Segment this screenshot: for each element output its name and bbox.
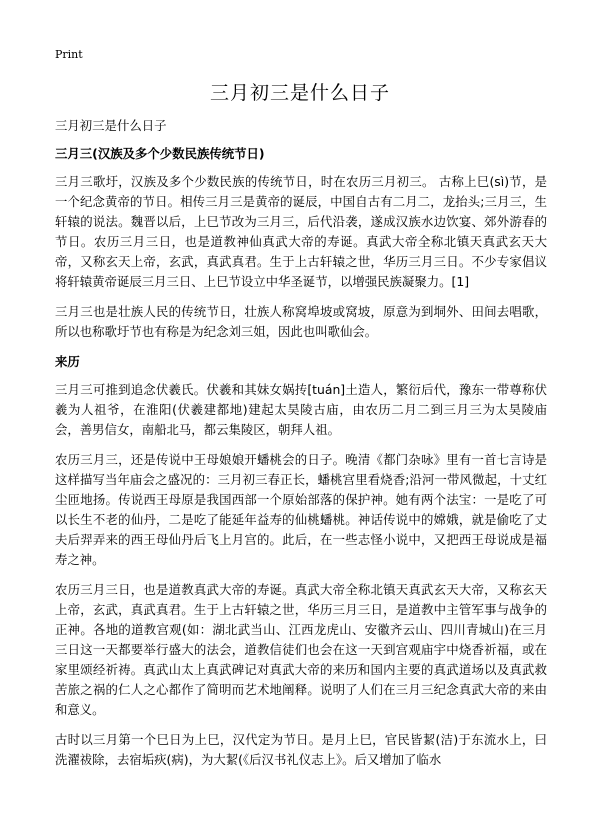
section-heading-sanyuesan: 三月三(汉族及多个少数民族传统节日) [55,146,265,161]
paragraph-wangmu: 农历三月三，还是传说中王母娘娘开蟠桃会的日子。晚清《都门杂咏》里有一首七言诗是这样描写当年庙会之盛况的：三月初三春正长，蟠桃宫里看烧香;沿河一带风微起，十丈红尘匝地扬。传说西王母原是我国西部一个原始部落的保护神。她有两个法宝：一是吃了可以长生不老的仙丹，二是吃了能延年益寿的仙桃蟠桃。神话传说中的嫦娥，就是偷吃了丈夫后羿弄来的西王母仙丹后飞上月宫的。此后，在一些志怪小说中，又把西王母说成是福寿之神。 [55,452,547,567]
article-body [55,116,547,780]
paragraph-intro: 三月三歌圩，汉族及多个少数民族的传统节日，时在农历三月初三。 古称上巳(sì)节，是一个纪念黄帝的节日。相传三月三是黄帝的诞辰，中国自古有二月二，龙抬头;三月三，生轩辕的说法。魏晋以后，上巳节改为三月三，后代沿袭，遂成汉族水边饮宴、郊外游春的节日。农历三月三日，也是道教神仙真武大帝的寿诞。真武大帝全称北镇天真武玄天大帝，又称玄天上帝，玄武，真武真君。生于上古轩辕之世，华历三月三日。不少专家倡议将轩辕黄帝诞辰三月三日、上巳节设立中华圣诞节，以增强民族凝聚力。[1] [55,174,547,289]
article-subtitle: 三月初三是什么日子 [55,118,167,133]
section-heading-origin: 来历 [55,354,80,369]
paragraph-fuxi: 三月三可推到追念伏羲氏。伏羲和其妹女娲抟[tuán]土造人，繁衍后代，豫东一带尊称伏羲为人祖爷，在淮阳(伏羲建都地)建起太昊陵古庙，由农历二月二到三月三为太昊陵庙会，善男信女，南船北马，都云集陵区，朝拜人祖。 [55,382,547,437]
paragraph-zhenwu: 农历三月三日，也是道教真武大帝的寿诞。真武大帝全称北镇天真武玄天大帝，又称玄天上帝，玄武，真武真君。生于上古轩辕之世，华历三月三日，是道教中主管军事与战争的正神。各地的道教宫观(如：湖北武当山、江西龙虎山、安徽齐云山、四川青城山)在三月三日这一天都要举行盛大的法会，道教信徒们也会在这一天到宫观庙宇中烧香祈福，或在家里颂经祈祷。真武山太上真武碑记对真武大帝的来历和国内主要的真武道场以及真武救苦旅之祸的仁人之心都作了简明而艺术地阐释。说明了人们在三月三纪念真武大帝的来由和意义。 [55,582,547,717]
paragraph-shangsi: 古时以三月第一个巳日为上巳，汉代定为节日。是月上巳，官民皆絜(洁)于东流水上，曰洗濯祓除，去宿垢疢(病)，为大絜(《后汉书礼仪志上》。后又增加了临水 [55,732,547,767]
print-link[interactable]: Print [55,48,83,61]
page-title: 三月初三是什么日子 [209,82,390,104]
paragraph-zhuang: 三月三也是壮族人民的传统节日，壮族人称窝埠坡或窝坡，原意为到垌外、田间去唱歌，所以也称歌圩节也有称是为纪念刘三姐，因此也叫歌仙会。 [55,304,547,339]
